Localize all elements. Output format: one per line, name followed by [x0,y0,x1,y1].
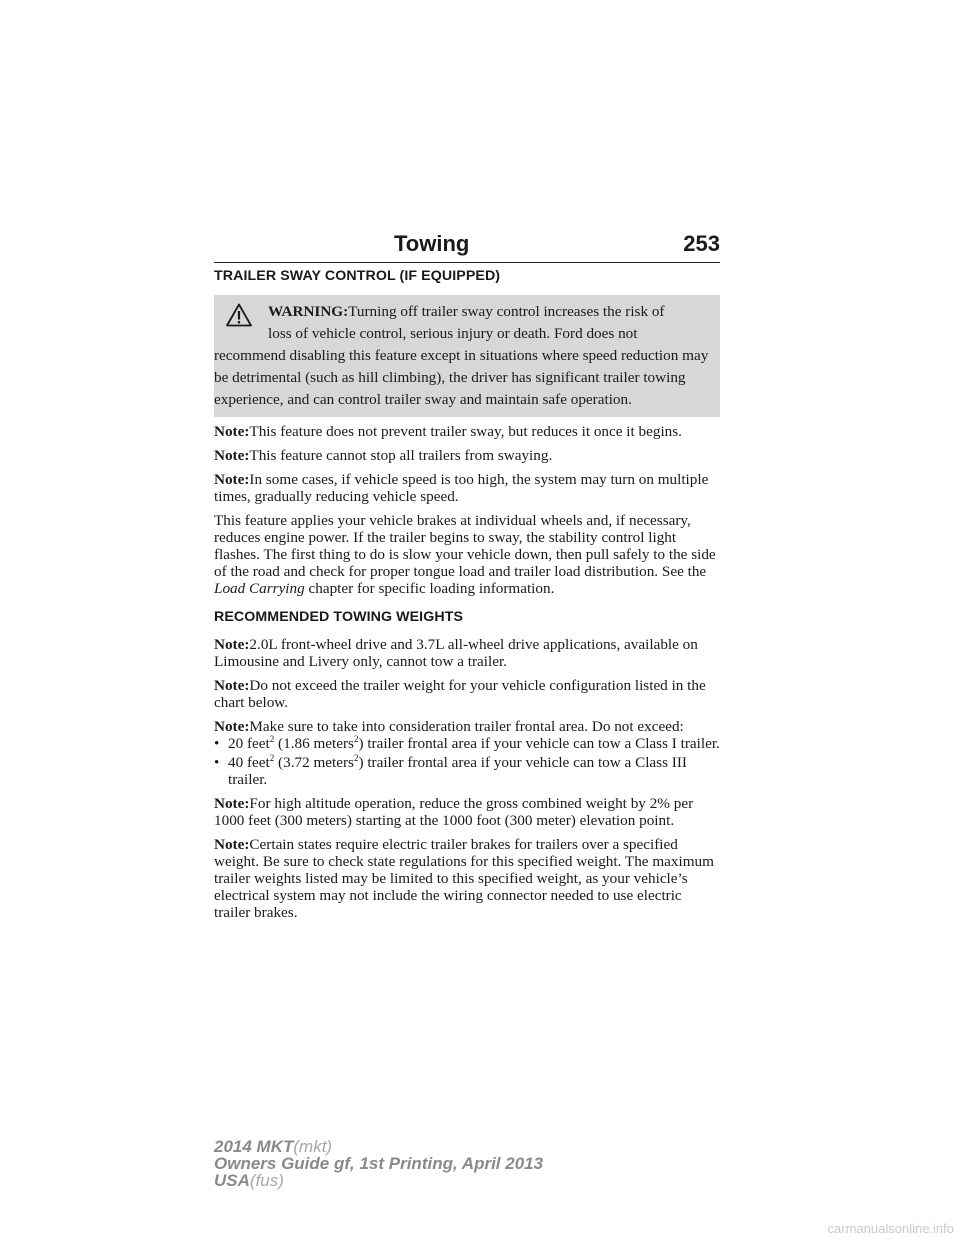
note-label: Note: [214,836,250,853]
page-content [214,268,720,928]
note-label: Note: [214,423,250,440]
bullet-text: (3.72 meters [274,754,354,771]
note-text: This feature does not prevent trailer sway, but reduces it once it begins. [249,423,682,440]
bullet: • [214,754,220,771]
note-item [214,636,720,670]
warning-text-line1: Turning off trailer sway control increases the risk of [348,303,665,320]
body-text: This feature applies your vehicle brakes at individual wheels and, if necessary, reduces engine power. If the trailer begins to sway, the stability control light flashes. The first thing to do is slow your vehicle down, then pull safely to the side of the road and check for proper tongue load and trailer load distribution. See the [214,512,716,580]
bullet-text: 20 feet [228,735,270,752]
trailer-sway-heading: TRAILER SWAY CONTROL (IF EQUIPPED) [214,268,501,284]
list-item [214,735,720,752]
bullet-text: 40 feet [228,754,270,771]
superscript: 2 [269,734,275,744]
note-text: In some cases, if vehicle speed is too high, the system may turn on multiple times, gradually reducing vehicle speed. [214,471,709,505]
towing-weights-heading: RECOMMENDED TOWING WEIGHTS [214,609,464,625]
note-label: Note: [214,636,250,653]
note-label: Note: [214,677,250,694]
note-label: Note: [214,795,250,812]
market-code: (fus) [249,1171,284,1190]
page-number: 253 [683,231,720,256]
note-item [214,718,720,735]
watermark: carmanualsonline.info [827,1221,954,1236]
warning-second-line: loss of vehicle control, serious injury or death. Ford does not [268,325,638,342]
warning-text-rest: recommend disabling this feature except in situations where speed reduction may be detrimental (such as hill climbing), the driver has significant trailer towing experience, and can control trailer sway and maintain safe operation. [214,347,709,408]
note-item [214,447,720,464]
section-title: Towing [394,231,470,256]
page-header [214,228,720,263]
list-item [214,754,720,788]
frontal-area-list [214,735,720,788]
note-label: Note: [214,718,250,735]
note-label: Note: [214,471,250,488]
bullet-text: ) trailer frontal area if your vehicle can tow a Class III trailer. [228,754,687,788]
note-text: This feature cannot stop all trailers from swaying. [249,447,553,464]
warning-box [214,295,720,417]
model-code: (mkt) [293,1137,333,1156]
model-year: 2014 MKT [214,1137,294,1156]
superscript: 2 [269,753,275,763]
note-text: For high altitude operation, reduce the gross combined weight by 2% per 1000 feet (300 meters) starting at the 1000 foot (300 meter) elevation point. [214,795,694,829]
footer-line [214,1172,543,1189]
superscript: 2 [353,753,359,763]
note-text: Certain states require electric trailer brakes for trailers over a specified weight. Be sure to check state regulations for this specified weight. The maximum trailer weights listed may be limited to this specified weight, as your vehicle’s electrical system may not include the wiring connector needed to use electric trailer brakes. [214,836,714,921]
note-item [214,795,720,829]
warning-label: WARNING: [268,303,349,320]
note-item [214,471,720,505]
guide-edition: Owners Guide gf, 1st Printing, April 2013 [214,1154,544,1173]
note-item [214,677,720,711]
page-footer [214,1138,543,1189]
footer-line [214,1138,543,1155]
bullet: • [214,735,220,752]
note-item [214,836,720,921]
note-text: Do not exceed the trailer weight for your vehicle configuration listed in the chart below. [214,677,706,711]
bullet-text: ) trailer frontal area if your vehicle can tow a Class I trailer. [358,735,720,752]
warning-triangle-icon [226,303,252,327]
note-text: Make sure to take into consideration trailer frontal area. Do not exceed: [249,718,684,735]
note-label: Note: [214,447,250,464]
sway-body-paragraph [214,512,720,597]
market: USA [214,1171,250,1190]
warning-first-lines [214,301,710,323]
note-item [214,423,720,440]
note-text: 2.0L front-wheel drive and 3.7L all-wheel drive applications, available on Limousine and Livery only, cannot tow a trailer. [214,636,698,670]
superscript: 2 [353,734,359,744]
body-text: chapter for specific loading information. [304,580,555,597]
bullet-text: (1.86 meters [274,735,354,752]
load-carrying-reference: Load Carrying [214,580,305,597]
